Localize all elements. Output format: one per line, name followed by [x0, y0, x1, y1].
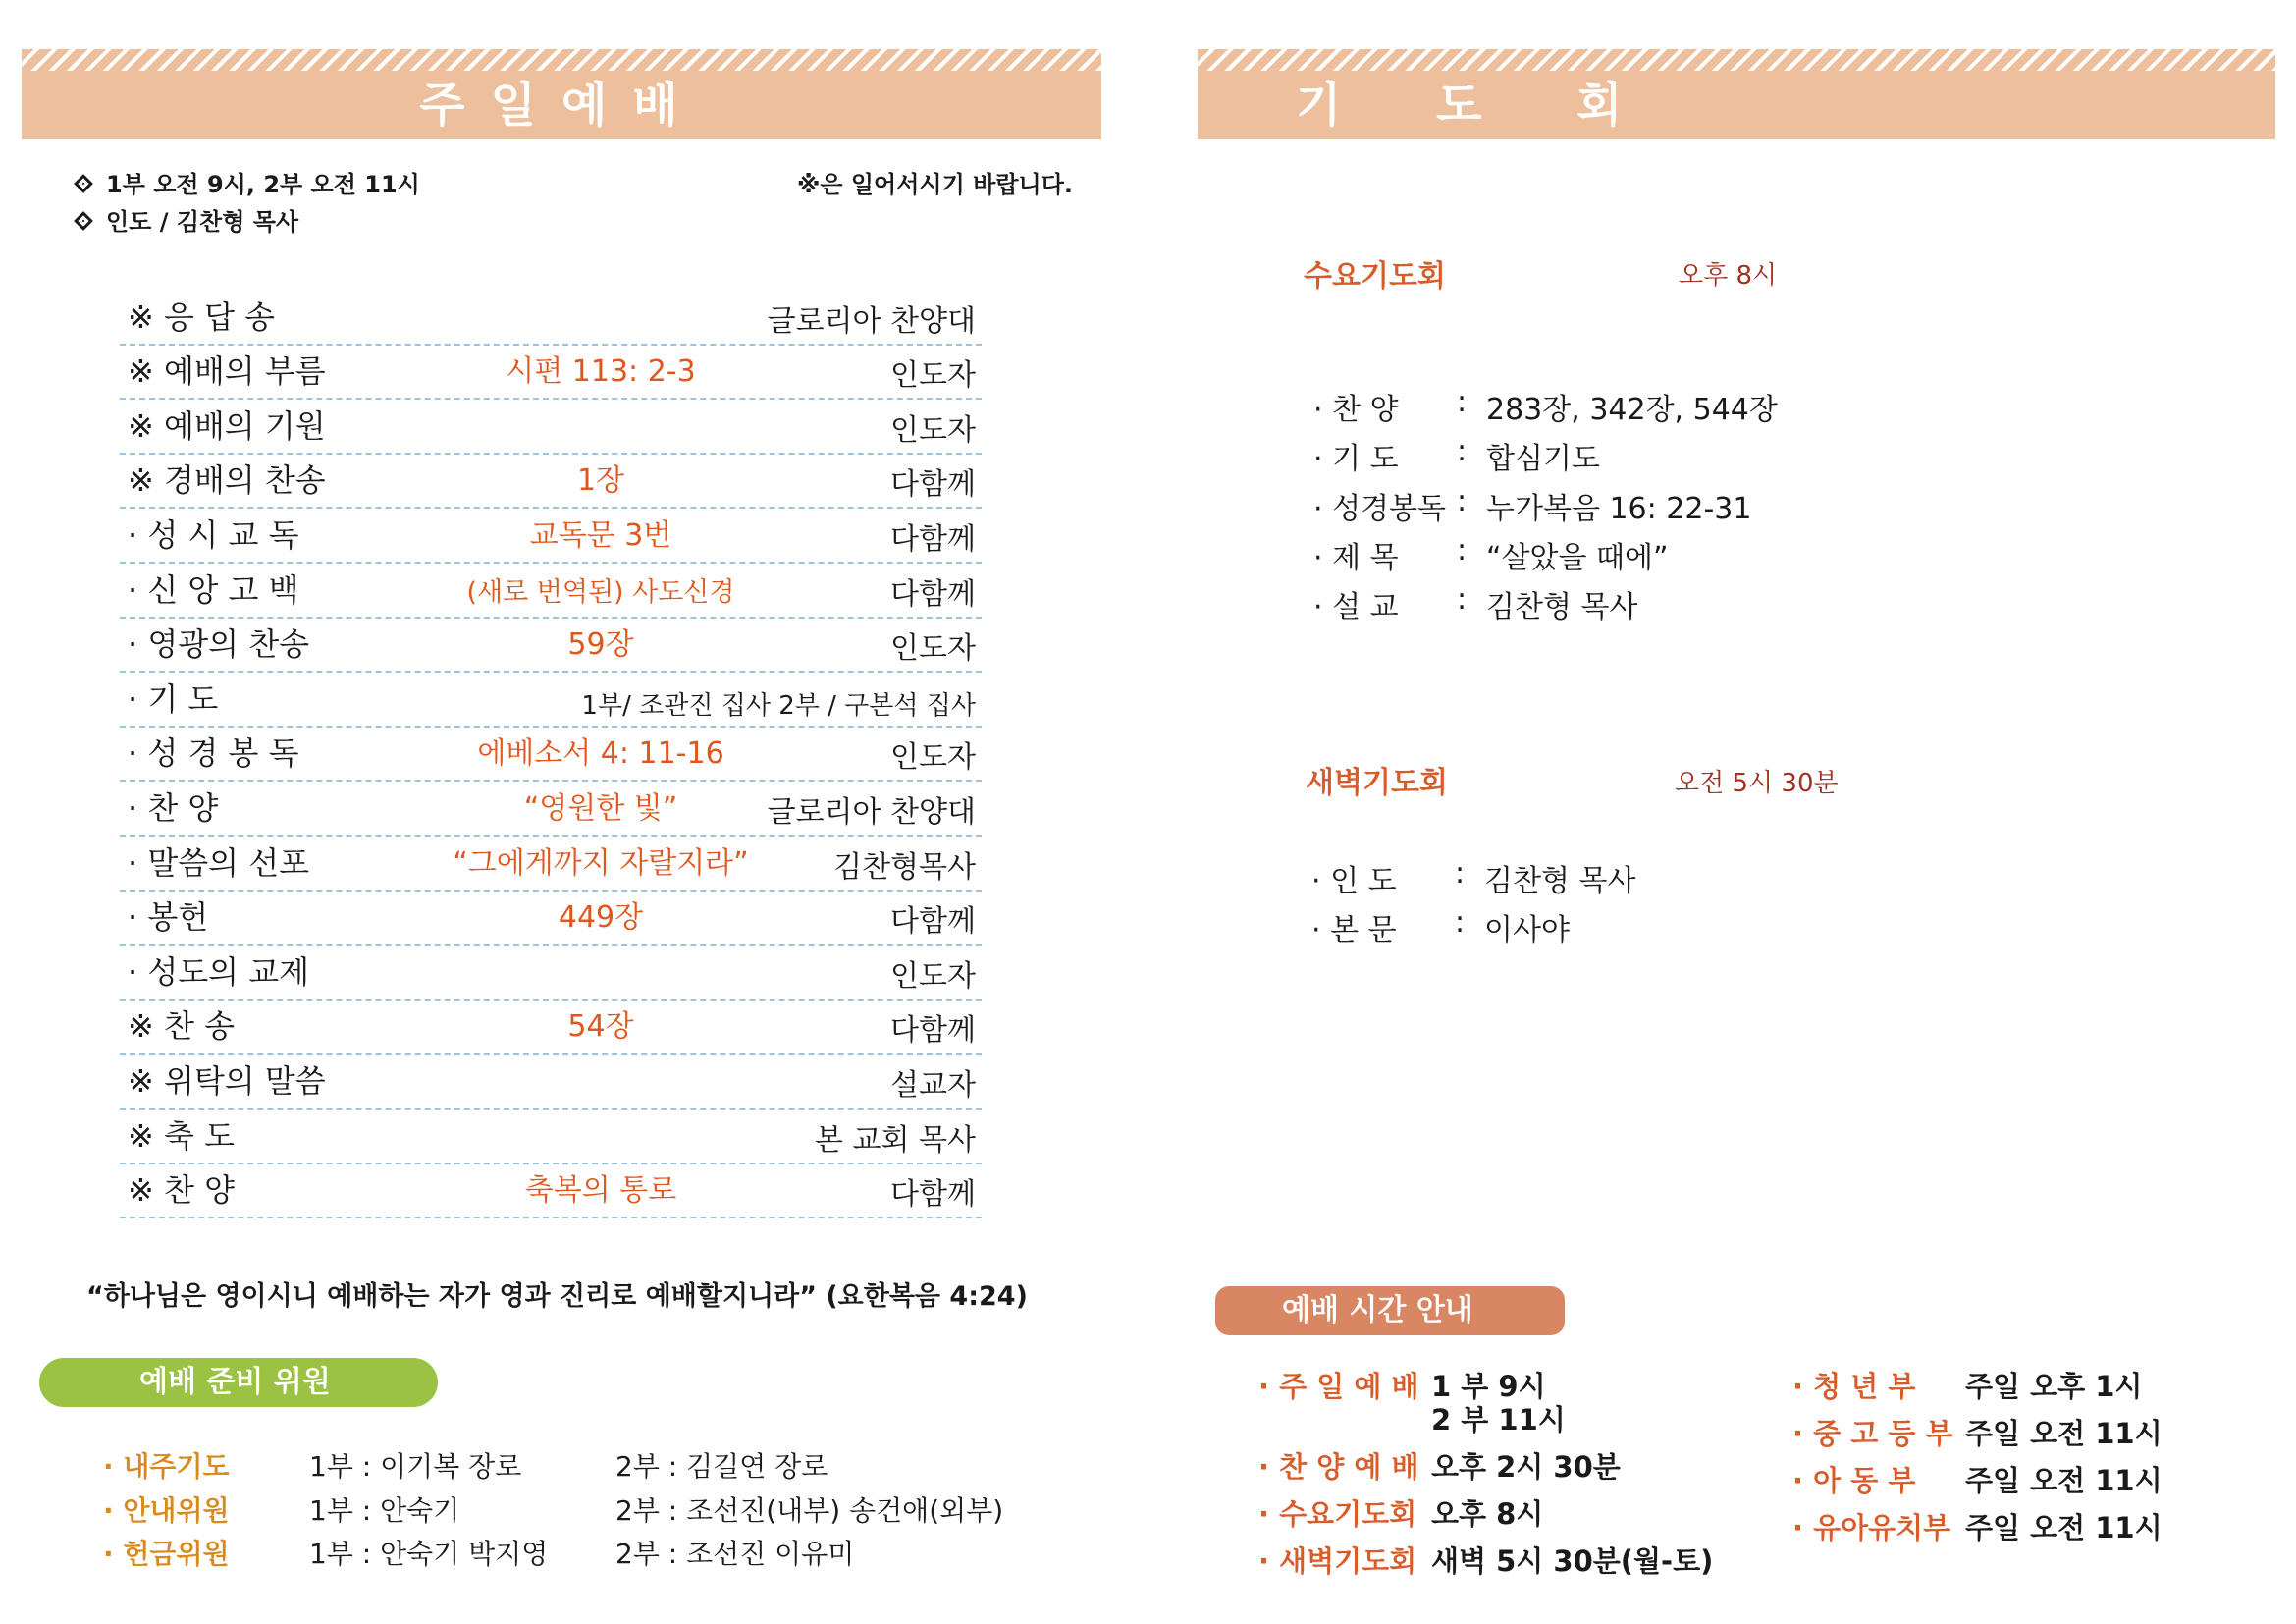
- order-leader: 인도자: [890, 958, 976, 994]
- order-detail: 59장: [567, 627, 634, 663]
- colon: :: [1457, 385, 1468, 419]
- wed-prayer-title: 수요기도회: [1304, 259, 1446, 294]
- order-item: · 기 도: [128, 679, 219, 718]
- prep-committee-title: [39, 1358, 438, 1407]
- order-leader: 인도자: [890, 358, 976, 394]
- schedule-label: · 주 일 예 배: [1258, 1370, 1419, 1403]
- prayer-title: 기 도 회: [1296, 78, 1662, 133]
- order-leader: 인도자: [890, 631, 976, 667]
- schedule-value: 주일 오전 11시: [1965, 1511, 2163, 1544]
- wed-line-value: 283장, 342장, 544장: [1486, 393, 1778, 427]
- order-leader: 다함께: [890, 467, 976, 503]
- schedule-row: [1792, 1412, 2163, 1452]
- diamond-bullet-icon: [74, 174, 93, 193]
- schedule-label: · 청 년 부: [1792, 1370, 1916, 1403]
- schedule-value: 1 부 9시: [1431, 1370, 1546, 1403]
- wed-line-key: · 기 도: [1313, 442, 1399, 476]
- prep-committee-title-text: 예배 준비 위원: [139, 1365, 331, 1399]
- diamond-bullet-icon: [74, 211, 93, 231]
- order-row: [120, 1164, 982, 1219]
- schedule-value: 오후 2시 30분: [1431, 1450, 1621, 1484]
- schedule-row: [1792, 1506, 2163, 1546]
- wed-prayer-time: 오후 8시: [1679, 261, 1778, 291]
- order-leader: 다함께: [890, 904, 976, 940]
- prep-part1: 1부 : 안숙기: [309, 1494, 460, 1527]
- colon: :: [1457, 533, 1468, 568]
- worship-title: 주일예배: [419, 78, 704, 133]
- order-row: [120, 946, 982, 1001]
- order-row: [120, 782, 982, 837]
- dawn-line-key: · 인 도: [1311, 864, 1397, 898]
- order-detail: 449장: [558, 900, 644, 936]
- prep-label: · 헌금위원: [103, 1538, 230, 1570]
- order-row: [120, 619, 982, 674]
- order-detail: 축복의 통로: [524, 1173, 677, 1209]
- order-leader: 본 교회 목사: [815, 1122, 976, 1158]
- wed-line-value: 합심기도: [1486, 442, 1600, 476]
- wed-line-value: 누가복음 16: 22-31: [1486, 492, 1752, 526]
- order-detail: 에베소서 4: 11-16: [477, 736, 724, 772]
- wed-line-key: · 성경봉독: [1313, 492, 1446, 526]
- banner-stripes: [1198, 49, 2275, 71]
- prep-row: [103, 1445, 828, 1485]
- order-row: [120, 728, 982, 783]
- schedule-label: · 찬 양 예 배: [1258, 1450, 1419, 1484]
- prep-part1: 1부 : 이기복 장로: [309, 1450, 522, 1483]
- order-item: · 성도의 교제: [128, 952, 310, 991]
- service-times: [77, 165, 420, 199]
- schedule-value: 오후 8시: [1431, 1497, 1544, 1531]
- schedule-title-text: 예배 시간 안내: [1282, 1293, 1473, 1327]
- prep-row: [103, 1489, 1004, 1529]
- schedule-row: [1792, 1365, 2143, 1405]
- schedule-row: [1792, 1459, 2163, 1499]
- worship-banner: [22, 49, 1101, 139]
- dawn-prayer-time: 오전 5시 30분: [1675, 769, 1839, 798]
- order-item: · 봉헌: [128, 898, 209, 937]
- order-row: [120, 564, 982, 619]
- stand-note: ※은 일어서시기 바랍니다.: [797, 171, 1073, 198]
- schedule-label: · 유아유치부: [1792, 1511, 1951, 1544]
- prep-label: · 내주기도: [103, 1450, 230, 1483]
- service-times-text: 1부 오전 9시, 2부 오전 11시: [106, 171, 420, 198]
- order-leader: 인도자: [890, 740, 976, 776]
- order-item: · 성 경 봉 독: [128, 734, 299, 773]
- order-row: [120, 346, 982, 401]
- wed-line-value: 김찬형 목사: [1486, 590, 1638, 624]
- prep-part2: 2부 : 조선진(내부) 송건애(외부): [615, 1494, 1004, 1527]
- order-leader: 설교자: [890, 1067, 976, 1103]
- schedule-row: [1258, 1540, 1714, 1580]
- order-leader: 다함께: [890, 1177, 976, 1213]
- order-row: [120, 455, 982, 510]
- order-item: ※ 예배의 기원: [128, 406, 326, 445]
- order-item: ※ 예배의 부름: [128, 352, 326, 391]
- prep-label: · 안내위원: [103, 1494, 230, 1527]
- order-leader: 다함께: [890, 521, 976, 557]
- leader-info: [77, 202, 298, 237]
- schedule-label: · 아 동 부: [1792, 1464, 1916, 1497]
- order-leader: 글로리아 찬양대: [767, 303, 976, 339]
- prayer-banner: [1198, 49, 2275, 139]
- colon: :: [1457, 434, 1468, 468]
- schedule-value: 주일 오전 11시: [1965, 1464, 2163, 1497]
- order-detail: 교독문 3번: [529, 517, 672, 553]
- order-item: ※ 경배의 찬송: [128, 461, 326, 500]
- order-detail: 54장: [567, 1009, 634, 1045]
- schedule-value: 2 부 11시: [1431, 1403, 1566, 1436]
- dawn-line-key: · 본 문: [1311, 913, 1397, 947]
- dawn-line-value: 이사야: [1484, 913, 1570, 947]
- order-item: · 찬 양: [128, 788, 219, 827]
- schedule-row: [1258, 1445, 1621, 1486]
- order-leader: 1부/ 조관진 집사 2부 / 구본석 집사: [581, 690, 976, 721]
- order-row: [120, 291, 982, 346]
- schedule-row: [1258, 1365, 1546, 1405]
- schedule-title: [1215, 1286, 1565, 1335]
- prep-part2: 2부 : 조선진 이유미: [615, 1538, 855, 1570]
- order-item: · 성 시 교 독: [128, 515, 299, 554]
- order-detail: 시편 113: 2-3: [506, 354, 696, 390]
- wed-line-key: · 찬 양: [1313, 393, 1399, 427]
- scripture-quote: “하나님은 영이시니 예배하는 자가 영과 진리로 예배할지니라” (요한복음 4:24): [86, 1281, 1028, 1312]
- order-row: [120, 1001, 982, 1056]
- order-item: ※ 축 도: [128, 1116, 235, 1155]
- schedule-row: [1258, 1492, 1544, 1533]
- order-leader: 글로리아 찬양대: [767, 794, 976, 830]
- order-row: [120, 673, 982, 728]
- order-leader: 김찬형목사: [833, 849, 976, 885]
- wed-line-key: · 설 교: [1313, 590, 1399, 624]
- dawn-prayer-title: 새벽기도회: [1306, 766, 1448, 800]
- order-row: [120, 837, 982, 892]
- dawn-line-value: 김찬형 목사: [1484, 864, 1636, 898]
- order-leader: 다함께: [890, 1013, 976, 1049]
- order-leader: 다함께: [890, 576, 976, 612]
- order-row: [120, 1110, 982, 1164]
- prep-row: [103, 1533, 855, 1572]
- order-row: [120, 892, 982, 947]
- order-item: ※ 찬 양: [128, 1171, 235, 1210]
- order-of-service: [120, 291, 982, 1218]
- order-item: · 말씀의 선포: [128, 843, 310, 882]
- prep-part2: 2부 : 김길연 장로: [615, 1450, 828, 1483]
- schedule-label: · 수요기도회: [1258, 1497, 1417, 1531]
- colon: :: [1455, 905, 1466, 940]
- order-detail: (새로 번역된) 사도신경: [466, 576, 735, 608]
- wed-line-key: · 제 목: [1313, 541, 1399, 575]
- order-item: · 영광의 찬송: [128, 625, 310, 664]
- colon: :: [1457, 484, 1468, 518]
- order-row: [120, 1055, 982, 1110]
- banner-stripes: [22, 49, 1101, 71]
- order-detail: “영원한 빛”: [523, 790, 678, 826]
- order-leader: 인도자: [890, 412, 976, 448]
- order-detail: 1장: [576, 463, 625, 499]
- order-row: [120, 509, 982, 564]
- prep-part1: 1부 : 안숙기 박지영: [309, 1538, 549, 1570]
- schedule-value: 주일 오후 1시: [1965, 1370, 2143, 1403]
- wed-line-value: “살았을 때에”: [1486, 541, 1669, 575]
- order-item: ※ 위탁의 말씀: [128, 1061, 326, 1100]
- order-row: [120, 400, 982, 455]
- colon: :: [1455, 856, 1466, 891]
- order-item: · 신 앙 고 백: [128, 570, 299, 609]
- schedule-label: · 중 고 등 부: [1792, 1417, 1953, 1450]
- schedule-value: 새벽 5시 30분(월-토): [1431, 1544, 1714, 1578]
- order-detail: “그에게까지 자랄지라”: [453, 845, 749, 881]
- colon: :: [1457, 582, 1468, 617]
- order-item: ※ 찬 송: [128, 1007, 235, 1046]
- leader-info-text: 인도 / 김찬형 목사: [106, 208, 299, 236]
- schedule-value: 주일 오전 11시: [1965, 1417, 2163, 1450]
- order-item: ※ 응 답 송: [128, 298, 276, 336]
- schedule-label: · 새벽기도회: [1258, 1544, 1417, 1578]
